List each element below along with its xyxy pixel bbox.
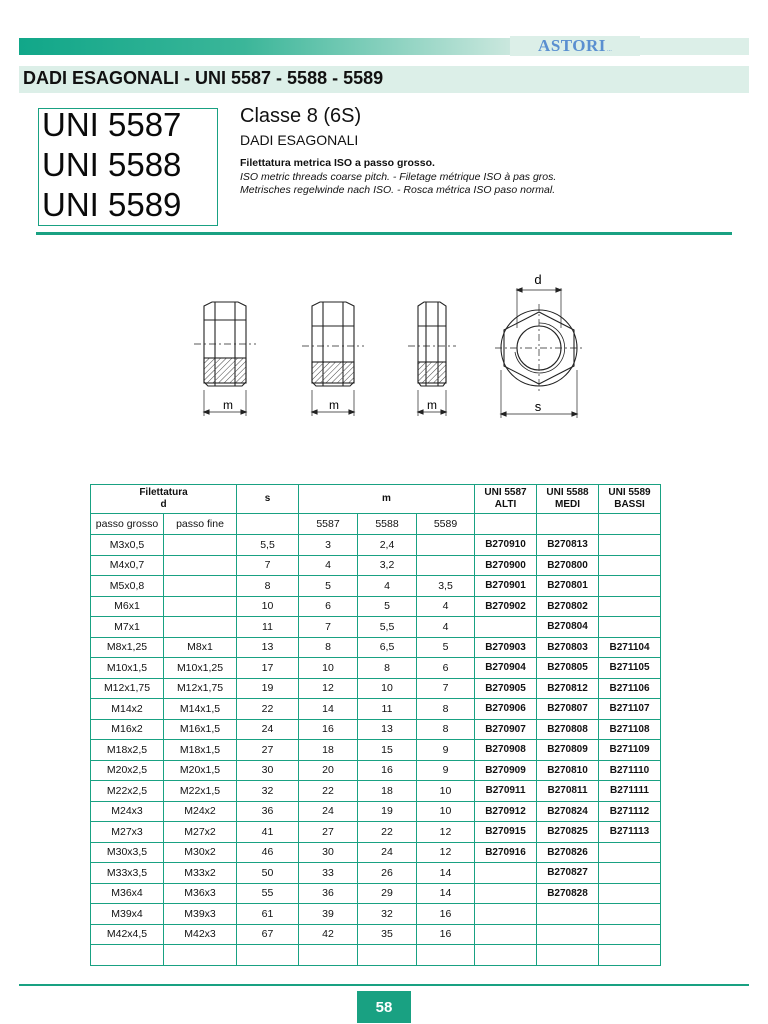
dimension-cell: 4 xyxy=(358,576,417,597)
dimension-cell: M5x0,8 xyxy=(91,576,164,597)
dimension-cell: 7 xyxy=(237,555,299,576)
dimension-cell: M27x3 xyxy=(91,822,164,843)
brand-logo-suffix: ... xyxy=(606,47,612,53)
dimension-cell: 10 xyxy=(417,801,475,822)
dimension-cell: M33x3,5 xyxy=(91,863,164,884)
table-row xyxy=(91,699,661,720)
dimension-cell: 22 xyxy=(358,822,417,843)
article-code-cell: B270909 xyxy=(475,760,537,781)
header-uni-5589-label: UNI 5589 xyxy=(608,487,651,498)
article-code-cell: B271111 xyxy=(599,781,661,802)
table-row xyxy=(91,576,661,597)
dimension-cell: 10 xyxy=(237,596,299,617)
dimension-cell: M18x1,5 xyxy=(164,740,237,761)
dimension-cell: 17 xyxy=(237,658,299,679)
article-code-cell: B270811 xyxy=(537,781,599,802)
dimension-cell: 39 xyxy=(299,904,358,925)
header-uni-5588-sub: MEDI xyxy=(555,499,580,510)
dimension-cell: M14x1,5 xyxy=(164,699,237,720)
article-code-cell: B270915 xyxy=(475,822,537,843)
header-thread-label: Filettatura xyxy=(139,487,188,498)
table-row xyxy=(91,863,661,884)
dimension-cell: 5 xyxy=(299,576,358,597)
article-code-cell xyxy=(475,924,537,945)
dimension-s-label: s xyxy=(534,399,542,414)
article-code-cell: B271110 xyxy=(599,760,661,781)
article-code-cell: B270901 xyxy=(475,576,537,597)
dimension-cell: 14 xyxy=(417,863,475,884)
dimension-cell: 9 xyxy=(417,740,475,761)
dimension-cell: 24 xyxy=(358,842,417,863)
table-row xyxy=(91,678,661,699)
dimension-cell: 6 xyxy=(417,658,475,679)
article-code-cell: B271107 xyxy=(599,699,661,720)
table-row xyxy=(91,883,661,904)
table-row xyxy=(91,801,661,822)
dimension-cell: M20x2,5 xyxy=(91,760,164,781)
description-line-2: ISO metric threads coarse pitch. - Filetage métrique ISO à pas gros. xyxy=(240,170,557,183)
subheader-cell xyxy=(237,514,299,535)
dimension-cell xyxy=(91,945,164,966)
dimension-m-label-2: m xyxy=(329,398,339,412)
dimension-cell: 3,2 xyxy=(358,555,417,576)
dimension-cell: 55 xyxy=(237,883,299,904)
dimension-cell: 46 xyxy=(237,842,299,863)
table-row xyxy=(91,760,661,781)
dimension-cell: 26 xyxy=(358,863,417,884)
header-uni-5587-label: UNI 5587 xyxy=(484,487,527,498)
dimension-cell: 12 xyxy=(417,822,475,843)
dimension-cell: M14x2 xyxy=(91,699,164,720)
dimension-cell: 18 xyxy=(299,740,358,761)
article-code-cell xyxy=(599,596,661,617)
dimension-cell xyxy=(299,945,358,966)
section-divider xyxy=(36,232,732,235)
description-line-3: Metrisches regelwinde nach ISO. - Rosca métrica ISO paso normal. xyxy=(240,184,556,196)
table-row xyxy=(91,924,661,945)
header-uni-5587 xyxy=(475,485,537,514)
dimension-cell: 15 xyxy=(358,740,417,761)
dimension-cell: 8 xyxy=(237,576,299,597)
article-code-cell: B270824 xyxy=(537,801,599,822)
dimension-m-label-3: m xyxy=(427,398,437,412)
table-row xyxy=(91,658,661,679)
dimension-cell: 7 xyxy=(299,617,358,638)
subheader-cell: passo grosso xyxy=(91,514,164,535)
article-code-cell: B270908 xyxy=(475,740,537,761)
article-code-cell: B270809 xyxy=(537,740,599,761)
article-code-cell: B270916 xyxy=(475,842,537,863)
table-body xyxy=(91,535,661,966)
dimension-cell: M24x3 xyxy=(91,801,164,822)
dimension-cell xyxy=(417,555,475,576)
dimension-cell: 3 xyxy=(299,535,358,556)
dimension-cell xyxy=(417,535,475,556)
article-code-cell: B270801 xyxy=(537,576,599,597)
dimension-cell: 6,5 xyxy=(358,637,417,658)
subheader-cell: 5587 xyxy=(299,514,358,535)
title-bar xyxy=(19,66,749,93)
dimension-cell: M22x2,5 xyxy=(91,781,164,802)
dimensions-table xyxy=(90,484,661,966)
dimension-cell: 22 xyxy=(299,781,358,802)
dimension-cell: 30 xyxy=(299,842,358,863)
dimension-cell xyxy=(164,596,237,617)
dimension-cell: 10 xyxy=(358,678,417,699)
article-code-cell: B270826 xyxy=(537,842,599,863)
article-code-cell: B270807 xyxy=(537,699,599,720)
dimension-cell: M12x1,75 xyxy=(91,678,164,699)
dimension-cell: M42x3 xyxy=(164,924,237,945)
dimension-cell: 30 xyxy=(237,760,299,781)
article-code-cell: B270800 xyxy=(537,555,599,576)
article-code-cell xyxy=(599,555,661,576)
dimension-cell: M27x2 xyxy=(164,822,237,843)
header-s: s xyxy=(237,485,299,514)
dimension-cell: 36 xyxy=(237,801,299,822)
table-subheader-row xyxy=(91,514,661,535)
article-code-cell: B270813 xyxy=(537,535,599,556)
dimension-cell: M12x1,75 xyxy=(164,678,237,699)
header-uni-5587-sub: ALTI xyxy=(494,499,517,510)
dimension-cell: 3,5 xyxy=(417,576,475,597)
dimension-cell: M30x2 xyxy=(164,842,237,863)
table-row xyxy=(91,781,661,802)
product-name: DADI ESAGONALI xyxy=(240,132,359,148)
article-code-cell xyxy=(599,535,661,556)
article-code-cell: B271106 xyxy=(599,678,661,699)
standards-box xyxy=(38,108,218,226)
dimension-cell: 13 xyxy=(358,719,417,740)
article-code-cell: B270912 xyxy=(475,801,537,822)
article-code-cell: B270805 xyxy=(537,658,599,679)
dimension-cell: M22x1,5 xyxy=(164,781,237,802)
article-code-cell: B271112 xyxy=(599,801,661,822)
article-code-cell: B270903 xyxy=(475,637,537,658)
subheader-cell xyxy=(599,514,661,535)
dimension-cell: M36x3 xyxy=(164,883,237,904)
article-code-cell: B271105 xyxy=(599,658,661,679)
dimension-cell: 22 xyxy=(237,699,299,720)
table-row xyxy=(91,822,661,843)
dimension-cell: 10 xyxy=(417,781,475,802)
article-code-cell xyxy=(599,576,661,597)
dimension-cell: 12 xyxy=(417,842,475,863)
table-row xyxy=(91,637,661,658)
dimension-cell: M3x0,5 xyxy=(91,535,164,556)
dimension-cell: 14 xyxy=(417,883,475,904)
dimension-cell: M20x1,5 xyxy=(164,760,237,781)
dimension-cell: M39x3 xyxy=(164,904,237,925)
dimension-cell xyxy=(417,945,475,966)
article-code-cell xyxy=(475,863,537,884)
dimension-cell: M16x1,5 xyxy=(164,719,237,740)
table-row xyxy=(91,842,661,863)
article-code-cell: B271109 xyxy=(599,740,661,761)
article-code-cell xyxy=(537,904,599,925)
dimension-cell xyxy=(164,555,237,576)
table-row xyxy=(91,535,661,556)
dimension-cell: 16 xyxy=(417,904,475,925)
article-code-cell: B271108 xyxy=(599,719,661,740)
dimension-cell: 9 xyxy=(417,760,475,781)
dimension-m-label-1: m xyxy=(223,398,233,412)
article-code-cell: B270810 xyxy=(537,760,599,781)
article-code-cell xyxy=(599,863,661,884)
dimension-cell xyxy=(358,945,417,966)
article-code-cell xyxy=(537,945,599,966)
article-code-cell: B270904 xyxy=(475,658,537,679)
dimension-cell: 35 xyxy=(358,924,417,945)
article-code-cell: B271104 xyxy=(599,637,661,658)
dimension-cell: 14 xyxy=(299,699,358,720)
article-code-cell xyxy=(599,945,661,966)
header-thread-sub: d xyxy=(160,499,167,510)
dimension-cell: 5 xyxy=(417,637,475,658)
table-row xyxy=(91,719,661,740)
dimension-cell: 41 xyxy=(237,822,299,843)
dimension-cell: M8x1 xyxy=(164,637,237,658)
dimension-cell: 5 xyxy=(358,596,417,617)
article-code-cell xyxy=(475,617,537,638)
dimension-cell: M42x4,5 xyxy=(91,924,164,945)
dimension-cell: 5,5 xyxy=(237,535,299,556)
dimension-cell: 27 xyxy=(237,740,299,761)
hex-nut-drawing xyxy=(188,266,588,426)
article-code-cell xyxy=(475,945,537,966)
article-code-cell xyxy=(599,617,661,638)
dimension-cell: M18x2,5 xyxy=(91,740,164,761)
dimension-cell: M36x4 xyxy=(91,883,164,904)
dimension-cell: 67 xyxy=(237,924,299,945)
table-row xyxy=(91,740,661,761)
dimension-cell: 2,4 xyxy=(358,535,417,556)
article-code-cell: B270910 xyxy=(475,535,537,556)
article-code-cell xyxy=(475,883,537,904)
dimension-cell: 32 xyxy=(358,904,417,925)
subheader-cell: 5588 xyxy=(358,514,417,535)
article-code-cell xyxy=(599,924,661,945)
dimension-cell: 5,5 xyxy=(358,617,417,638)
table-row xyxy=(91,945,661,966)
dimension-cell: M6x1 xyxy=(91,596,164,617)
dimension-cell: M30x3,5 xyxy=(91,842,164,863)
header-thread xyxy=(91,485,237,514)
dimension-cell: 8 xyxy=(299,637,358,658)
article-code-cell: B270825 xyxy=(537,822,599,843)
article-code-cell xyxy=(599,842,661,863)
article-code-cell: B270911 xyxy=(475,781,537,802)
dimension-cell: 10 xyxy=(299,658,358,679)
article-code-cell: B270802 xyxy=(537,596,599,617)
header-uni-5589-sub: BASSI xyxy=(614,499,645,510)
dimension-cell xyxy=(164,617,237,638)
subheader-cell xyxy=(475,514,537,535)
dimension-cell: 4 xyxy=(417,617,475,638)
dimension-cell: M24x2 xyxy=(164,801,237,822)
dimension-cell: 8 xyxy=(417,699,475,720)
dimension-cell: 16 xyxy=(417,924,475,945)
dimension-cell: 50 xyxy=(237,863,299,884)
article-code-cell: B270900 xyxy=(475,555,537,576)
standard-uni-5587: UNI 5587 xyxy=(42,106,182,143)
brand-logo xyxy=(510,36,640,56)
dimension-cell: 36 xyxy=(299,883,358,904)
dimension-cell: 12 xyxy=(299,678,358,699)
dimension-cell xyxy=(237,945,299,966)
dimension-d-label: d xyxy=(534,272,542,287)
table-row xyxy=(91,555,661,576)
table-row xyxy=(91,596,661,617)
product-class: Classe 8 (6S) xyxy=(240,105,362,127)
subheader-cell: 5589 xyxy=(417,514,475,535)
dimension-cell: 11 xyxy=(358,699,417,720)
header-uni-5588-label: UNI 5588 xyxy=(546,487,589,498)
table-row xyxy=(91,904,661,925)
dimension-cell: 18 xyxy=(358,781,417,802)
dimension-cell: M39x4 xyxy=(91,904,164,925)
article-code-cell: B270827 xyxy=(537,863,599,884)
standard-uni-5588: UNI 5588 xyxy=(42,146,182,183)
dimension-cell: 24 xyxy=(299,801,358,822)
dimension-cell: 4 xyxy=(417,596,475,617)
page-title: DADI ESAGONALI - UNI 5587 - 5588 - 5589 xyxy=(23,68,384,88)
dimension-cell: 61 xyxy=(237,904,299,925)
article-code-cell: B270804 xyxy=(537,617,599,638)
dimension-cell: 33 xyxy=(299,863,358,884)
dimension-cell: 8 xyxy=(417,719,475,740)
article-code-cell: B270812 xyxy=(537,678,599,699)
article-code-cell: B271113 xyxy=(599,822,661,843)
dimension-cell: 27 xyxy=(299,822,358,843)
dimension-cell xyxy=(164,945,237,966)
page-number: 58 xyxy=(357,991,411,1023)
article-code-cell: B270902 xyxy=(475,596,537,617)
article-code-cell: B270828 xyxy=(537,883,599,904)
dimension-cell: M10x1,5 xyxy=(91,658,164,679)
brand-logo-text: ASTORI xyxy=(538,36,606,55)
article-code-cell: B270803 xyxy=(537,637,599,658)
article-code-cell: B270907 xyxy=(475,719,537,740)
footer-divider xyxy=(19,984,749,986)
dimension-cell xyxy=(164,576,237,597)
dimension-cell: 19 xyxy=(358,801,417,822)
dimension-cell: M4x0,7 xyxy=(91,555,164,576)
standard-uni-5589: UNI 5589 xyxy=(42,186,182,223)
dimension-cell: 16 xyxy=(358,760,417,781)
header-uni-5589 xyxy=(599,485,661,514)
product-description xyxy=(240,157,556,198)
article-code-cell: B270905 xyxy=(475,678,537,699)
dimension-cell: 4 xyxy=(299,555,358,576)
table-row xyxy=(91,617,661,638)
dimension-cell: 7 xyxy=(417,678,475,699)
header-uni-5588 xyxy=(537,485,599,514)
dimension-cell: M16x2 xyxy=(91,719,164,740)
dimension-cell: 32 xyxy=(237,781,299,802)
dimension-cell: 24 xyxy=(237,719,299,740)
dimension-cell: 29 xyxy=(358,883,417,904)
article-code-cell xyxy=(599,904,661,925)
header-m: m xyxy=(299,485,475,514)
article-code-cell xyxy=(475,904,537,925)
article-code-cell xyxy=(599,883,661,904)
description-line-1: Filettatura metrica ISO a passo grosso. xyxy=(240,157,435,169)
article-code-cell: B270906 xyxy=(475,699,537,720)
subheader-cell: passo fine xyxy=(164,514,237,535)
dimension-cell: 11 xyxy=(237,617,299,638)
dimension-cell: 42 xyxy=(299,924,358,945)
dimension-cell: 16 xyxy=(299,719,358,740)
header-gradient xyxy=(19,38,519,55)
article-code-cell: B270808 xyxy=(537,719,599,740)
dimension-cell: M7x1 xyxy=(91,617,164,638)
table-header-row xyxy=(91,485,661,514)
dimension-cell: 20 xyxy=(299,760,358,781)
dimension-cell: 19 xyxy=(237,678,299,699)
article-code-cell xyxy=(537,924,599,945)
dimension-cell: M8x1,25 xyxy=(91,637,164,658)
dimension-cell: 13 xyxy=(237,637,299,658)
dimension-cell: M10x1,25 xyxy=(164,658,237,679)
subheader-cell xyxy=(537,514,599,535)
dimension-cell: M33x2 xyxy=(164,863,237,884)
dimension-cell: 8 xyxy=(358,658,417,679)
dimension-cell xyxy=(164,535,237,556)
dimension-cell: 6 xyxy=(299,596,358,617)
